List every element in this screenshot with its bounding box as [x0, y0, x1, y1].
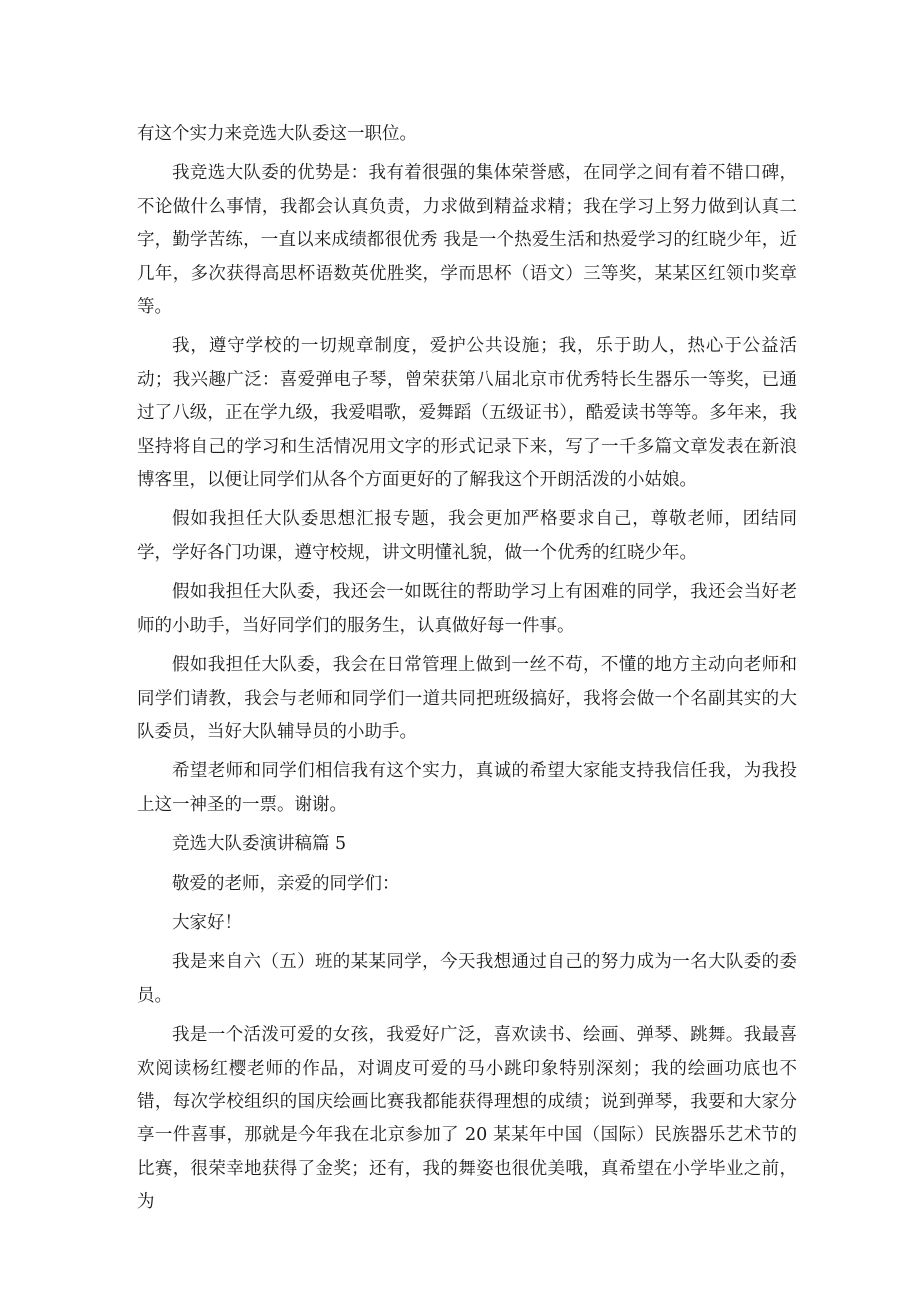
document-body [137, 118, 797, 1220]
section-heading: 竞选大队委演讲稿篇 5 [172, 834, 347, 855]
paragraph: 假如我担任大队委思想汇报专题，我会更加严格要求自己，尊敬老师，团结同学，学好各门功课，遵守校规，讲文明懂礼貌，做一个优秀的红晓少年。 [137, 509, 797, 563]
paragraph: 假如我担任大队委，我会在日常管理上做到一丝不苟，不懂的地方主动向老师和同学们请教，我会与老师和同学们一道共同把班级搞好，我将会做一个名副其实的大队委员，当好大队辅导员的小助手。 [137, 655, 797, 742]
paragraph: 希望老师和同学们相信我有这个实力，真诚的希望大家能支持我信任我，为我投上这一神圣的一票。谢谢。 [137, 761, 797, 815]
salutation: 敬爱的老师，亲爱的同学们： [172, 873, 400, 894]
paragraph: 我是一个活泼可爱的女孩，我爱好广泛，喜欢读书、绘画、弹琴、跳舞。我最喜欢阅读杨红樱老师的作品，对调皮可爱的马小跳印象特别深刻；我的绘画功底也不错，每次学校组织的国庆绘画比赛我都能获得理想的成绩；说到弹琴，我要和大家分享一件喜事，那就是今年我在北京参加了 20 某某年中国（国际）民族器乐艺术节的比赛，很荣幸地获得了金奖；还有，我的舞姿也很优美哦，真希望在小学毕业之前，为 [137, 1025, 797, 1213]
greeting: 大家好！ [172, 912, 242, 933]
paragraph: 假如我担任大队委，我还会一如既往的帮助学习上有困难的同学，我还会当好老师的小助手，当好同学们的服务生，认真做好每一件事。 [137, 582, 797, 636]
paragraph: 我竞选大队委的优势是：我有着很强的集体荣誉感，在同学之间有着不错口碑，不论做什么事情，我都会认真负责，力求做到精益求精；我在学习上努力做到认真二字，勤学苦练，一直以来成绩都很优秀 我是一个热爱生活和热爱学习的红晓少年，近几年，多次获得高思杯语数英优胜奖，学而思杯（语文）三等奖，某某区红领巾奖章等。 [137, 163, 797, 318]
paragraph: 有这个实力来竞选大队委这一职位。 [137, 124, 417, 144]
paragraph: 我是来自六（五）班的某某同学，今天我想通过自己的努力成为一名大队委的委员。 [137, 952, 797, 1006]
paragraph: 我，遵守学校的一切规章制度，爱护公共设施；我，乐于助人，热心于公益活动；我兴趣广泛：喜爱弹电子琴，曾荣获第八届北京市优秀特长生器乐一等奖，已通过了八级，正在学九级，我爱唱歌，爱舞蹈（五级证书），酷爱读书等等。多年来，我坚持将自己的学习和生活情况用文字的形式记录下来，写了一千多篇文章发表在新浪博客里，以便让同学们从各个方面更好的了解我这个开朗活泼的小姑娘。 [137, 336, 797, 491]
